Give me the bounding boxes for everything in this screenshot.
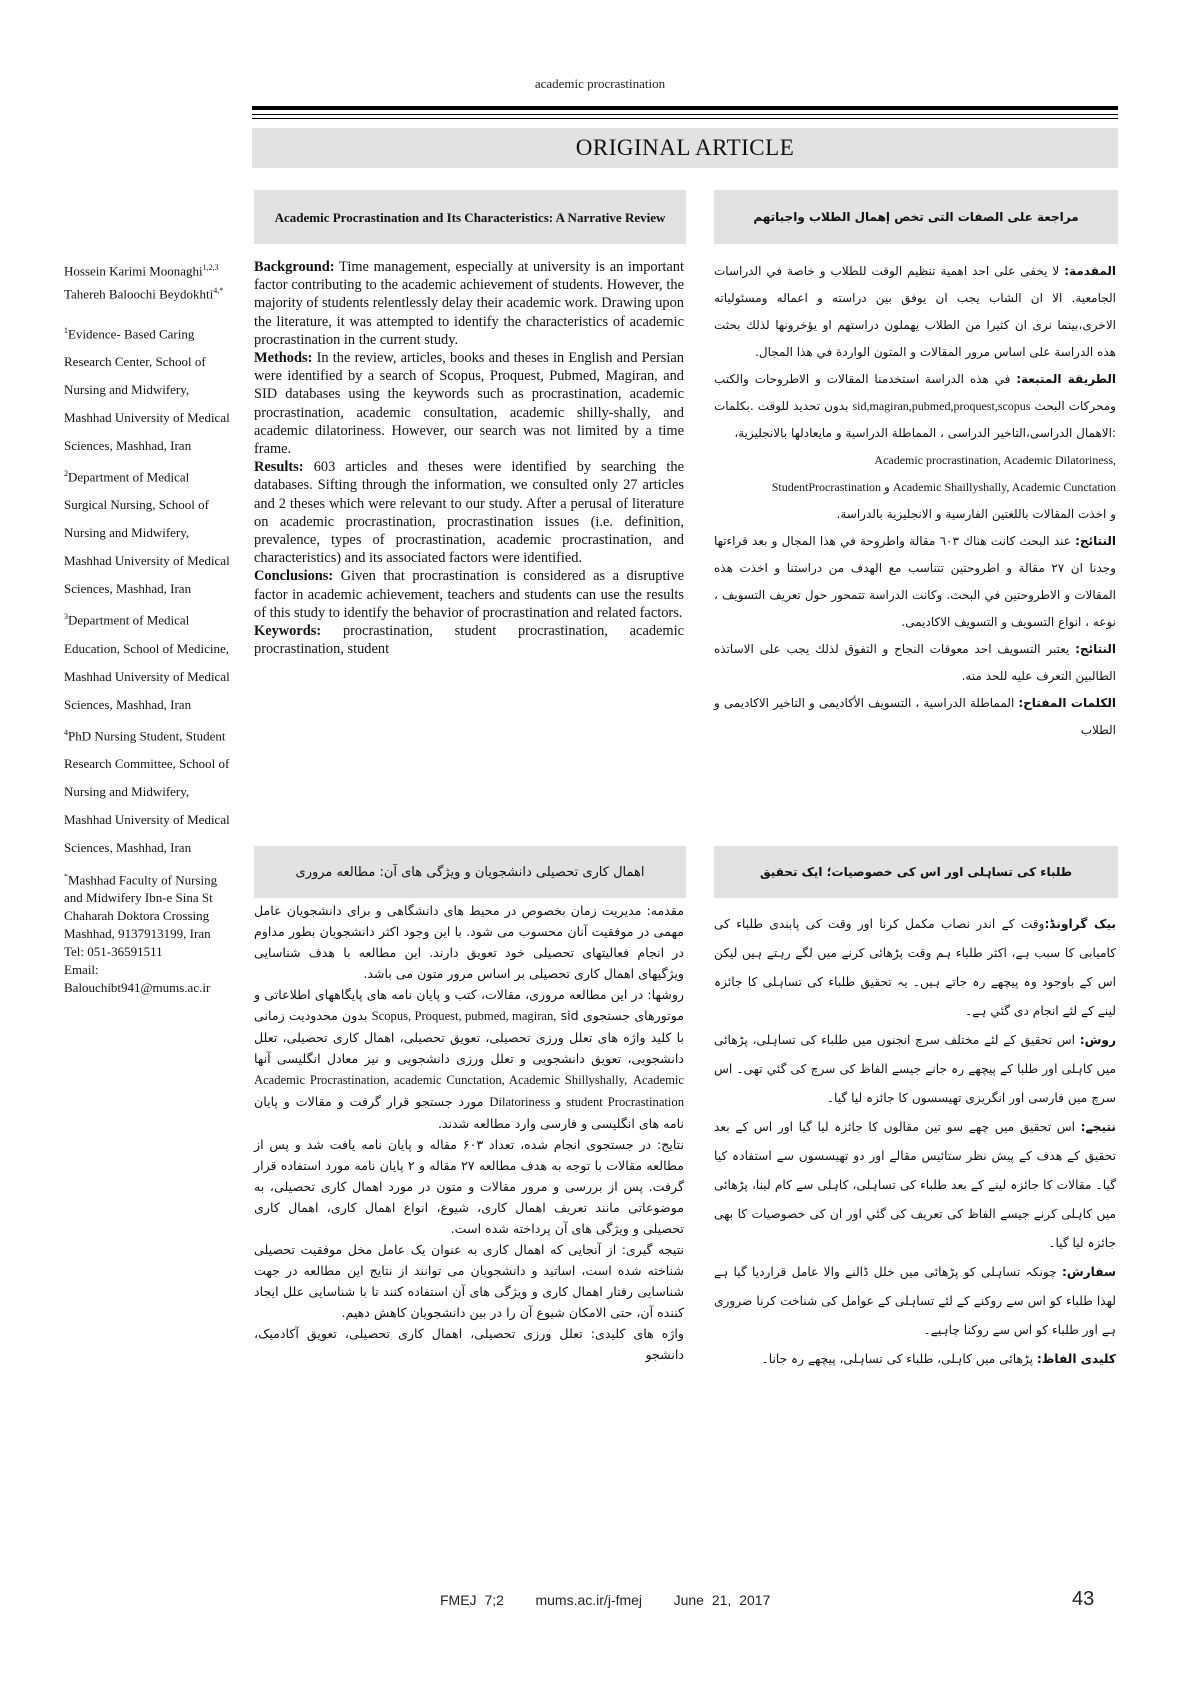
background-text: Time management, especially at university is an important factor contributing to the academic achievement of students. However, the majority of students relentlessly delay their academic work. Drawing upon the literature, it was attempted to identify the characteristics of academic procrastination in the current study. xyxy=(254,259,684,348)
top-rule-thin-2 xyxy=(252,118,1118,119)
top-rule-thin-1 xyxy=(252,114,1118,115)
english-title: Academic Procrastination and Its Characteristics: A Narrative Review xyxy=(274,209,666,225)
urdu-title-box xyxy=(714,846,1118,898)
arabic-title-box xyxy=(714,190,1118,244)
authors-column xyxy=(64,258,234,997)
publication-date: June 21, 2017 xyxy=(673,1592,771,1608)
email-label: Email: xyxy=(64,962,99,978)
arabic-conclusion: النتائج: يعتبر التسويف احد معوقات النجاح و التفوق لذلك يجب على الاساتذه الطالبين التعرف عليه للحد منه. xyxy=(714,642,1116,683)
author-1-sup: 1,2,3 xyxy=(202,263,219,272)
arabic-keywords: الكلمات المفتاح: المماطلة الدراسية ، التسويف الأكاديمى و التاخير الاكاديمى و الطلاب xyxy=(714,696,1116,737)
keywords-text: procrastination, student procrastination, academic procrastination, student xyxy=(254,623,684,658)
persian-methods: روشها: در این مطالعه مروری، مقالات، کتب و پایان نامه های پایگاههای اطلاعاتی و موتورهای جستجوی Scopus, Proquest, pubmed, magiran, sid بدون محدودیت زمانی با کلید واژه های تعلل ورزی تحصیلی، تعویق تحصیلی، اهمال کاری تحصیلی، تعلل دانشجویی، تعویق دانشجویی و تعلل ورزی دانشجویی و نیز معادل انگلیسی آنها Academic Procrastination, academic Cunctation, Academic Shillyshally, Academic Dilatoriness و student Procrastination مورد جستجو قرار گرفت و مقالات و پایان نامه های انگلیسی و فارسی وارد مطالعه شدند. xyxy=(254,987,685,1131)
urdu-background: بیک گراونڈ:وقت کے اندر نصاب مکمل کرنا اور وقت کی پابندی طلباء کی کامیابی کا سبب ہے، اکثر طلباء ہم وقت پڑھائی کرنے میں لگے رہتے ہیں لیکن اس کے باوجود وہ پیچھے رہ جاتے ہیں۔ یہ تحقیق طلباء کی تساہلی کا جائزہ لینے کے لئے انجام دی گئي ہے۔ xyxy=(714,917,1116,1018)
methods-label: Methods: xyxy=(254,350,313,367)
english-methods xyxy=(254,349,684,458)
arabic-abstract xyxy=(714,258,1116,744)
author-2-sup: 4,* xyxy=(213,286,224,296)
english-keywords xyxy=(254,622,684,658)
corresponding-address: *Mashhad Faculty of Nursing and Midwifery Ibn-e Sina St Chaharah Doktora Crossing Mashhad, 9137913199, Iran xyxy=(64,871,218,942)
arabic-method: الطريقة المتبعة: في هذه الدراسة استخدمنا المقالات و الاطروحات والكتب ومحركات البحث sid,magiran,pubmed,proquest,scopus بدون تحديد للوقت .بكلمات :الاهمال الدراسى،التاخير الدراسى ، المماطلة الدراسية و مايعادلها بالانجليزية، Academic procrastination, Academic Dilatoriness, StudentProcrastination و Academic Shaillyshally, Academic Cunctation و اخذت المقالات باللغتين الفارسية و الانجليزية بالدراسة. xyxy=(714,372,1116,521)
affiliation-1: $^1$Evidence- Based Caring Research Center, School of Nursing and Midwifery, Mashhad University of Medical Sciences, Mashhad, Iran xyxy=(64,325,230,453)
persian-title: اهمال کاری تحصیلی دانشجویان و ویژگی های آن: مطالعه مروری xyxy=(295,864,645,880)
author-names xyxy=(64,258,234,305)
urdu-keywords: کلیدی الفاظ: پڑھائی میں کاہلی، طلباء کی تساہلی، پیچھے رہ جانا۔ xyxy=(761,1352,1116,1366)
english-title-box xyxy=(254,190,686,244)
conclusions-text: Given that procrastination is considered as a disruptive factor in academic achievement, teachers and students can use the results of this study to identify the behavior of procrastination and related factors. xyxy=(254,568,685,621)
background-label: Background: xyxy=(254,259,335,275)
page-footer xyxy=(440,1592,770,1608)
urdu-results: نتیجے: اس تحقیق میں چھے سو تین مقالوں کا جائزہ لیا گیا اور اس کے بعد تحقیق کے ھدف کے پیش نظر ستائیس مقالے اور دو تھیسسوں سے استفادہ کیا گیا۔ مقالات کا جائزہ لینے کے بعد طلباء کی تساہلی، کاہلی سے کام لینا، پڑھائی میں کاہلی کرنے جیسے الفاظ کی تعریف کی گئي اور ان کی خصوصیات کا بھی جائزہ لیا گیا۔ xyxy=(714,1120,1116,1250)
conclusions-label: Conclusions: xyxy=(254,568,334,585)
urdu-title: طلباء کی تساہلی اور اس کی خصوصیات؛ ایک تحقیق xyxy=(759,865,1073,879)
affiliation-3: $^3$Department of Medical Education, School of Medicine, Mashhad University of Medical Sciences, Mashhad, Iran xyxy=(64,612,230,712)
urdu-abstract xyxy=(714,910,1116,1374)
english-abstract xyxy=(254,258,684,658)
methods-text: In the review, articles, books and theses in English and Persian were identified by a search of Scopus, Proquest, Pubmed, Magiran, and SID databases using the keywords such as procrastination, academic procrastination, academic consultation, academic shilly-shally, and academic dilatoriness. However, our search was not limited by a time frame. xyxy=(254,350,684,458)
urdu-conclusion: سفارش: چونکہ تساہلی کو پڑھائی میں خلل ڈالنے والا عامل قراردیا گیا ہے لھذا طلباء کو اس سے روکنے کے لئے تساہلی کے عوامل کی شناخت کرنا ضروری ہے اور طلباء کو اس سے روکنا چاہیے۔ xyxy=(714,1265,1117,1337)
arabic-intro: المقدمة: لا يخفى على احد اهمية تنظيم الوقت للطلاب و خاصة في الدراسات الجامعية. الا ان الشاب يجب ان يوفق بين دراسته و اعماله ومسئولياته الاخرى،بينما نرى ان كثيرا من الطلاب يهملون دراستهم او يؤخرونها لذلك بحثت هذه الدراسة على اساس مرور المقالات و المتون الواردة في هذا المجال. xyxy=(714,264,1116,359)
arabic-title: مراجعة على الصفات التى تخص إهمال الطلاب واجباتهم xyxy=(753,210,1079,224)
keywords-label: Keywords: xyxy=(254,623,322,640)
journal-name: FMEJ xyxy=(440,1592,477,1608)
email-address[interactable]: Balouchibt941@mums.ac.ir xyxy=(64,980,211,996)
page-number: 43 xyxy=(1072,1588,1095,1610)
persian-results: نتایج: در جستجوی انجام شده، تعداد ۶۰۳ مقاله و پایان نامه یافت شد و پس از مطالعه مقالات با توجه به هدف مطالعه ۲۷ مقاله و ۲ پایان نامه مورد استفاده قرار گرفت. پس از بررسی و مرور مقالات و متون در مورد اهمال کاری تحصیلی، به موضوعاتی مانند تعریف اهمال کاری، شیوع، انواع اهمال کاری، اهمال کاری تحصیلی و ویژگی های آن پرداخته شده است. xyxy=(254,1137,685,1236)
article-type-banner: ORIGINAL ARTICLE xyxy=(252,128,1118,168)
affiliation-4: $^4$PhD Nursing Student, Student Research Committee, School of Nursing and Midwifery, Mashhad University of Medical Sciences, Mashhad, Iran xyxy=(64,727,230,855)
top-rule-thick xyxy=(252,106,1118,110)
urdu-methods: روش: اس تحقیق کے لئے مختلف سرچ انجنوں میں طلباء کی تساہلی، پڑھائی میں کاہلی اور طلبا کے پیچھے رہ جانے جیسے الفاظ کی سرچ کی گئي تھی۔ اس سرچ میں فارسی اور انگریزی تھیسسوں کا جائزہ لیا گيا۔ xyxy=(714,1033,1116,1105)
results-text: 603 articles and theses were identified by searching the databases. Sifting through the information, we consulted only 27 articles and 2 theses which were relevant to our study. After a perusal of literature on academic procrastination, procrastination issues (i.e. definition, prevalence, types of procrastination, academic procrastination, and characteristics) and its associated factors were identified. xyxy=(254,459,684,567)
author-2: Tahereh Baloochi Beydokhti xyxy=(64,286,214,302)
english-conclusions xyxy=(254,567,684,622)
persian-title-box xyxy=(254,846,686,898)
results-label: Results: xyxy=(254,459,304,476)
english-results xyxy=(254,458,684,567)
persian-abstract xyxy=(254,900,684,1365)
english-background xyxy=(254,258,684,349)
running-head: academic procrastination xyxy=(534,76,666,91)
persian-intro: مقدمه: مدیریت زمان بخصوص در محیط های دانشگاهی و برای دانشجویان عامل مهمی در موفقیت آنان محسوب می شود. با این وجود اکثر دانشجویان بطور مداوم در انجام فعالیتهای تحصیلی خود تعویق دارند. این مطالعه با هدف شناسایی ویژگیهای اهمال کاری تحصیلی بر اساس مرور متون می باشد. xyxy=(254,903,684,981)
journal-volume: 7;2 xyxy=(484,1592,504,1608)
corresponding-tel: Tel: 051-36591511 xyxy=(64,944,163,960)
persian-conclusion: نتیجه گیری: از آنجایی که اهمال کاری به عنوان یک عامل مخل موفقیت تحصیلی شناخته شده است، اساتید و دانشجویان می توانند از نتایج این مطالعه در جهت شناسایی رفتار اهمال کاری و ویژگی های آن استفاده کنند تا با شناسایی علل ایجاد کننده آن، حتی الامکان شیوع آن را در بین دانشجویان کاهش دهیم. xyxy=(254,1242,684,1320)
persian-keywords: واژه های کلیدی: تعلل ورزی تحصیلی، اهمال کاری تحصیلی، تعویق آکادمیک، دانشجو xyxy=(254,1326,685,1362)
affiliation-2: $^2$Department of Medical Surgical Nursing, School of Nursing and Midwifery, Mashhad University of Medical Sciences, Mashhad, Iran xyxy=(64,468,230,597)
arabic-results: النتائج: عند البحث كانت هناك ٦٠٣ مقالة واطروحة في هذا المجال و بعد قراءتها وجدنا ان ٢٧ مقالة و اطروحتين تتناسب مع الهدف من دراستنا و اخذت هذه المقالات و الاطروحتين في البحث. وكانت الدراسة تتمحور حول تعريف التسويف ، نوعه ، انواع التسويف و التسويف الاكاديمى. xyxy=(714,534,1116,629)
journal-url[interactable]: mums.ac.ir/j-fmej xyxy=(535,1592,643,1608)
author-1: Hossein Karimi Moonaghi xyxy=(64,263,203,279)
